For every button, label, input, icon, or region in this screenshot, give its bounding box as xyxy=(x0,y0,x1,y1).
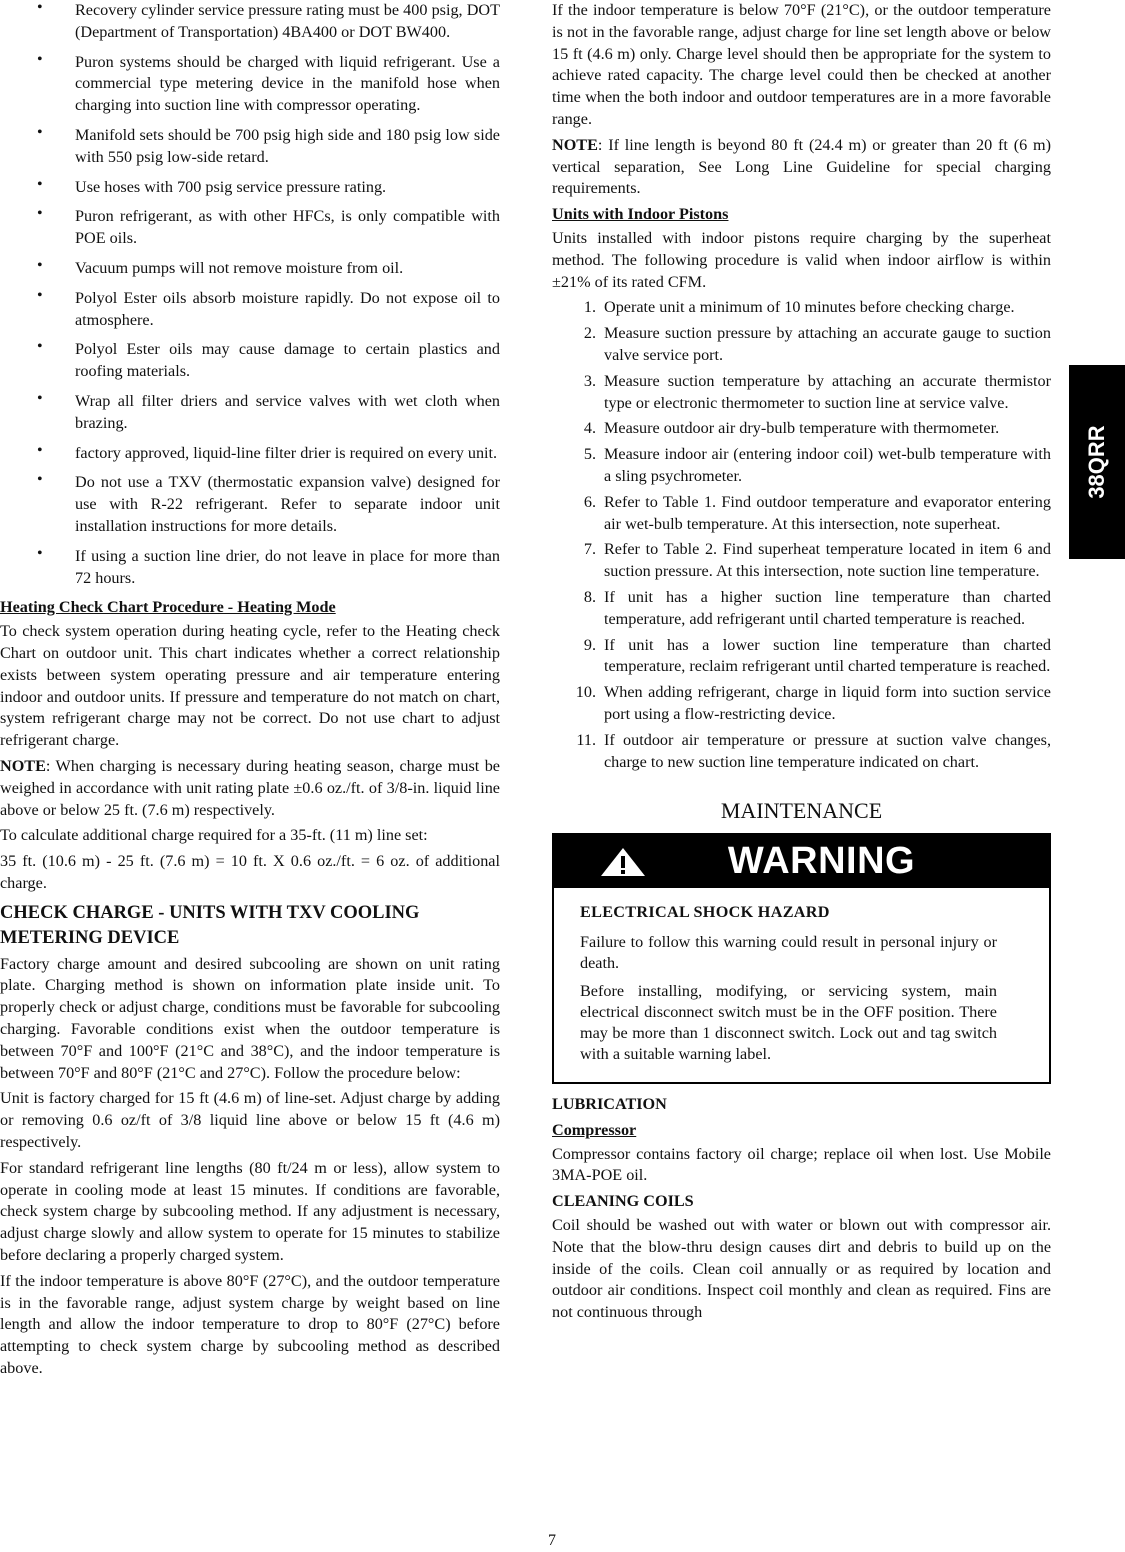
txv-paragraph: Factory charge amount and desired subcooling are shown on unit rating plate. Charging method is shown on information plate inside unit. To properly check or adjust charge, conditions must be favorable for subcooling charging. Favorable conditions exist when the outdoor temperature is between 70°F and 100°F (21°C and 38°C), and the indoor temperature is between 70°F and 80°F (21°C and 27°C). Follow the procedure below: xyxy=(0,954,500,1082)
procedure-step: 5. Measure indoor air (entering indoor coil) wet-bulb temperature with a sling psychrometer. xyxy=(583,445,1051,485)
long-line-note: NOTE: If line length is beyond 80 ft (24.4 m) or greater than 20 ft (6 m) vertical separation, See Long Line Guideline for special charging requirements. xyxy=(552,135,1051,198)
bullet-item: • factory approved, liquid-line filter drier is required on every unit. xyxy=(37,441,498,462)
bullet-dot-icon: • xyxy=(37,471,43,489)
bullet-item: • Puron systems should be charged with liquid refrigerant. Use a commercial type metering device in the manifold hose when charging into suction line with compressor operating. xyxy=(37,50,500,115)
bullet-item: • Manifold sets should be 700 psig high side and 180 psig low side with 550 psig low-side retard. xyxy=(37,123,500,166)
warning-title: WARNING xyxy=(727,840,916,883)
procedure-step: 7. Refer to Table 2. Find superheat temperature located in item 6 and suction pressure. At this intersection, note suction line temperature. xyxy=(583,540,1051,581)
bullet-dot-icon: • xyxy=(37,256,43,274)
bullet-item: • Vacuum pumps will not remove moisture from oil. xyxy=(37,256,404,277)
txv-paragraph: For standard refrigerant line lengths (80 ft/24 m or less), allow system to operate in cooling mode at least 15 minutes. If conditions are favorable, check system charge by subcooling method. If any adjustment is necessary, adjust charge slowly and allow system to operate for 15 minutes to stabilize before declaring a properly charged system. xyxy=(0,1158,500,1265)
procedure-step: 8. If unit has a higher suction line temperature than charted temperature, add refrigerant until charted temperature is reached. xyxy=(583,587,1051,628)
txv-section-heading: CHECK CHARGE - UNITS WITH TXV COOLING METERING DEVICE xyxy=(0,902,420,948)
bullet-item: • Recovery cylinder service pressure rating must be 400 psig, DOT (Department of Transportation) 4BA400 or DOT BW400. xyxy=(0,0,500,44)
txv-paragraph: If the indoor temperature is above 80°F (27°C), and the outdoor temperature is in the favorable range, adjust system charge by weight based on line length and allow the indoor temperature to drop to 80°F (27°C) before attempting to check system charge by subcooling method as described above. xyxy=(0,1271,500,1378)
bullet-item: • Wrap all filter driers and service valves with wet cloth when brazing. xyxy=(37,389,500,432)
procedure-step: 6. Refer to Table 1. Find outdoor temperature and evaporator entering air wet-bulb temperature. At this intersection, note superheat. xyxy=(583,492,1051,533)
procedure-step: 11. If outdoor air temperature or pressure at suction valve changes, charge to new suction line temperature indicated on chart. xyxy=(576,730,1051,771)
bullet-item: • Polyol Ester oils may cause damage to certain plastics and roofing materials. xyxy=(37,338,500,381)
superheat-procedure-list xyxy=(552,297,1051,773)
cleaning-coils-text: Coil should be washed out with water or blown out with compressor air. Note that the blow-thru design causes dirt and debris to build up on the inside of the coils. Clean coil annually or as required by location and outdoor air conditions. Inspect coil monthly and clean as required. Fins are not continuous through xyxy=(552,1216,1051,1322)
bullet-dot-icon: • xyxy=(37,175,43,193)
bullet-dot-icon: • xyxy=(37,123,43,141)
warning-box xyxy=(552,833,1051,1084)
bullet-dot-icon: • xyxy=(37,544,43,562)
maintenance-heading: MAINTENANCE xyxy=(720,798,883,824)
bullet-dot-icon: • xyxy=(37,50,43,68)
heating-paragraph: To check system operation during heating cycle, refer to the Heating check Chart on outdoor unit. This chart indicates whether a correct relationship exists between system operating pressure and air temperature entering indoor and outdoor units. If pressure and temperature do not match on chart, system refrigerant charge may not be correct. Do not use chart to adjust refrigerant charge. xyxy=(0,622,500,750)
heating-note: NOTE: When charging is necessary during heating season, charge must be weighed in accordance with unit rating plate ±0.6 oz./ft. of 3/8-in. liquid line above or below 25 ft. (7.6 m) respectively. xyxy=(0,756,500,819)
indoor-pistons-heading: Units with Indoor Pistons xyxy=(552,205,729,224)
warning-body xyxy=(554,888,1049,1082)
right-column xyxy=(552,0,1051,1328)
procedure-step: 10. When adding refrigerant, charge in liquid form into suction service port using a flow-restricting device. xyxy=(575,683,1051,723)
model-side-tab: 38QRR xyxy=(1069,365,1125,559)
hazard-title: ELECTRICAL SHOCK HAZARD xyxy=(580,903,830,922)
bullet-dot-icon: • xyxy=(37,0,43,16)
bullet-dot-icon: • xyxy=(37,389,43,407)
procedure-step: 4. Measure outdoor air dry-bulb temperature with thermometer. xyxy=(583,419,1000,438)
bullet-dot-icon: • xyxy=(37,205,43,223)
procedure-step: 2. Measure suction pressure by attaching an accurate gauge to suction valve service port. xyxy=(583,324,1051,364)
left-column xyxy=(0,0,500,1384)
bullet-dot-icon: • xyxy=(37,441,43,459)
cleaning-coils-heading: CLEANING COILS xyxy=(552,1192,694,1211)
bullet-item: • Do not use a TXV (thermostatic expansion valve) designed for use with R-22 refrigerant. Refer to separate indoor unit installation instructions for more details. xyxy=(37,471,500,535)
heating-calc-example: 35 ft. (10.6 m) - 25 ft. (7.6 m) = 10 ft. X 0.6 oz./ft. = 6 oz. of additional charge. xyxy=(0,852,500,892)
txv-paragraph: Unit is factory charged for 15 ft (4.6 m) of line-set. Adjust charge by adding or removing 0.6 oz/ft of 3/8 liquid line above or below 15 ft (4.6 m) respectively. xyxy=(0,1089,500,1152)
warning-header xyxy=(554,835,1049,888)
indoor-temp-paragraph: If the indoor temperature is below 70°F (21°C), or the outdoor temperature is not in the favorable range, adjust charge for line set length above or below 15 ft (4.6 m) only. Charge level should then be appropriate for the system to achieve rated capacity. The charge level could then be checked at another time when the both indoor and outdoor temperatures are in a more favorable range. xyxy=(552,1,1051,128)
bullet-item: • If using a suction line drier, do not leave in place for more than 72 hours. xyxy=(37,544,500,587)
note-label: NOTE xyxy=(0,756,46,775)
procedure-step: 3. Measure suction temperature by attaching an accurate thermistor type or electronic thermometer to suction line at service valve. xyxy=(583,371,1051,412)
procedure-step: 1. Operate unit a minimum of 10 minutes before checking charge. xyxy=(583,298,1015,317)
compressor-text: Compressor contains factory oil charge; replace oil when lost. Use Mobile 3MA-POE oil. xyxy=(552,1144,1051,1185)
warning-text: Before installing, modifying, or servicing system, main electrical disconnect switch must be in the OFF position. There may be more than 1 disconnect switch. Lock out and tag switch with a suitable warning label. xyxy=(580,982,997,1064)
procedure-step: 9. If unit has a lower suction line temperature than charted temperature, reclaim refrigerant until charted temperature is reached. xyxy=(583,635,1051,676)
bullet-item: • Puron refrigerant, as with other HFCs, is only compatible with POE oils. xyxy=(37,205,500,248)
heating-calc-intro: To calculate additional charge required for a 35-ft. (11 m) line set: xyxy=(0,826,428,845)
compressor-heading: Compressor xyxy=(552,1120,637,1139)
bullet-item: • Polyol Ester oils absorb moisture rapidly. Do not expose oil to atmosphere. xyxy=(37,286,500,329)
safety-bullet-list xyxy=(0,0,500,589)
page-number: 7 xyxy=(548,1532,556,1549)
lubrication-heading: LUBRICATION xyxy=(552,1095,667,1114)
bullet-dot-icon: • xyxy=(37,286,43,304)
bullet-dot-icon: • xyxy=(37,338,43,356)
heating-check-heading: Heating Check Chart Procedure - Heating Mode xyxy=(0,598,336,617)
bullet-item: • Use hoses with 700 psig service pressure rating. xyxy=(37,175,387,196)
indoor-pistons-intro: Units installed with indoor pistons require charging by the superheat method. The following procedure is valid when indoor airflow is within ±21% of its rated CFM. xyxy=(552,228,1051,291)
note-label: NOTE xyxy=(552,135,598,154)
warning-text: Failure to follow this warning could result in personal injury or death. xyxy=(580,933,997,973)
